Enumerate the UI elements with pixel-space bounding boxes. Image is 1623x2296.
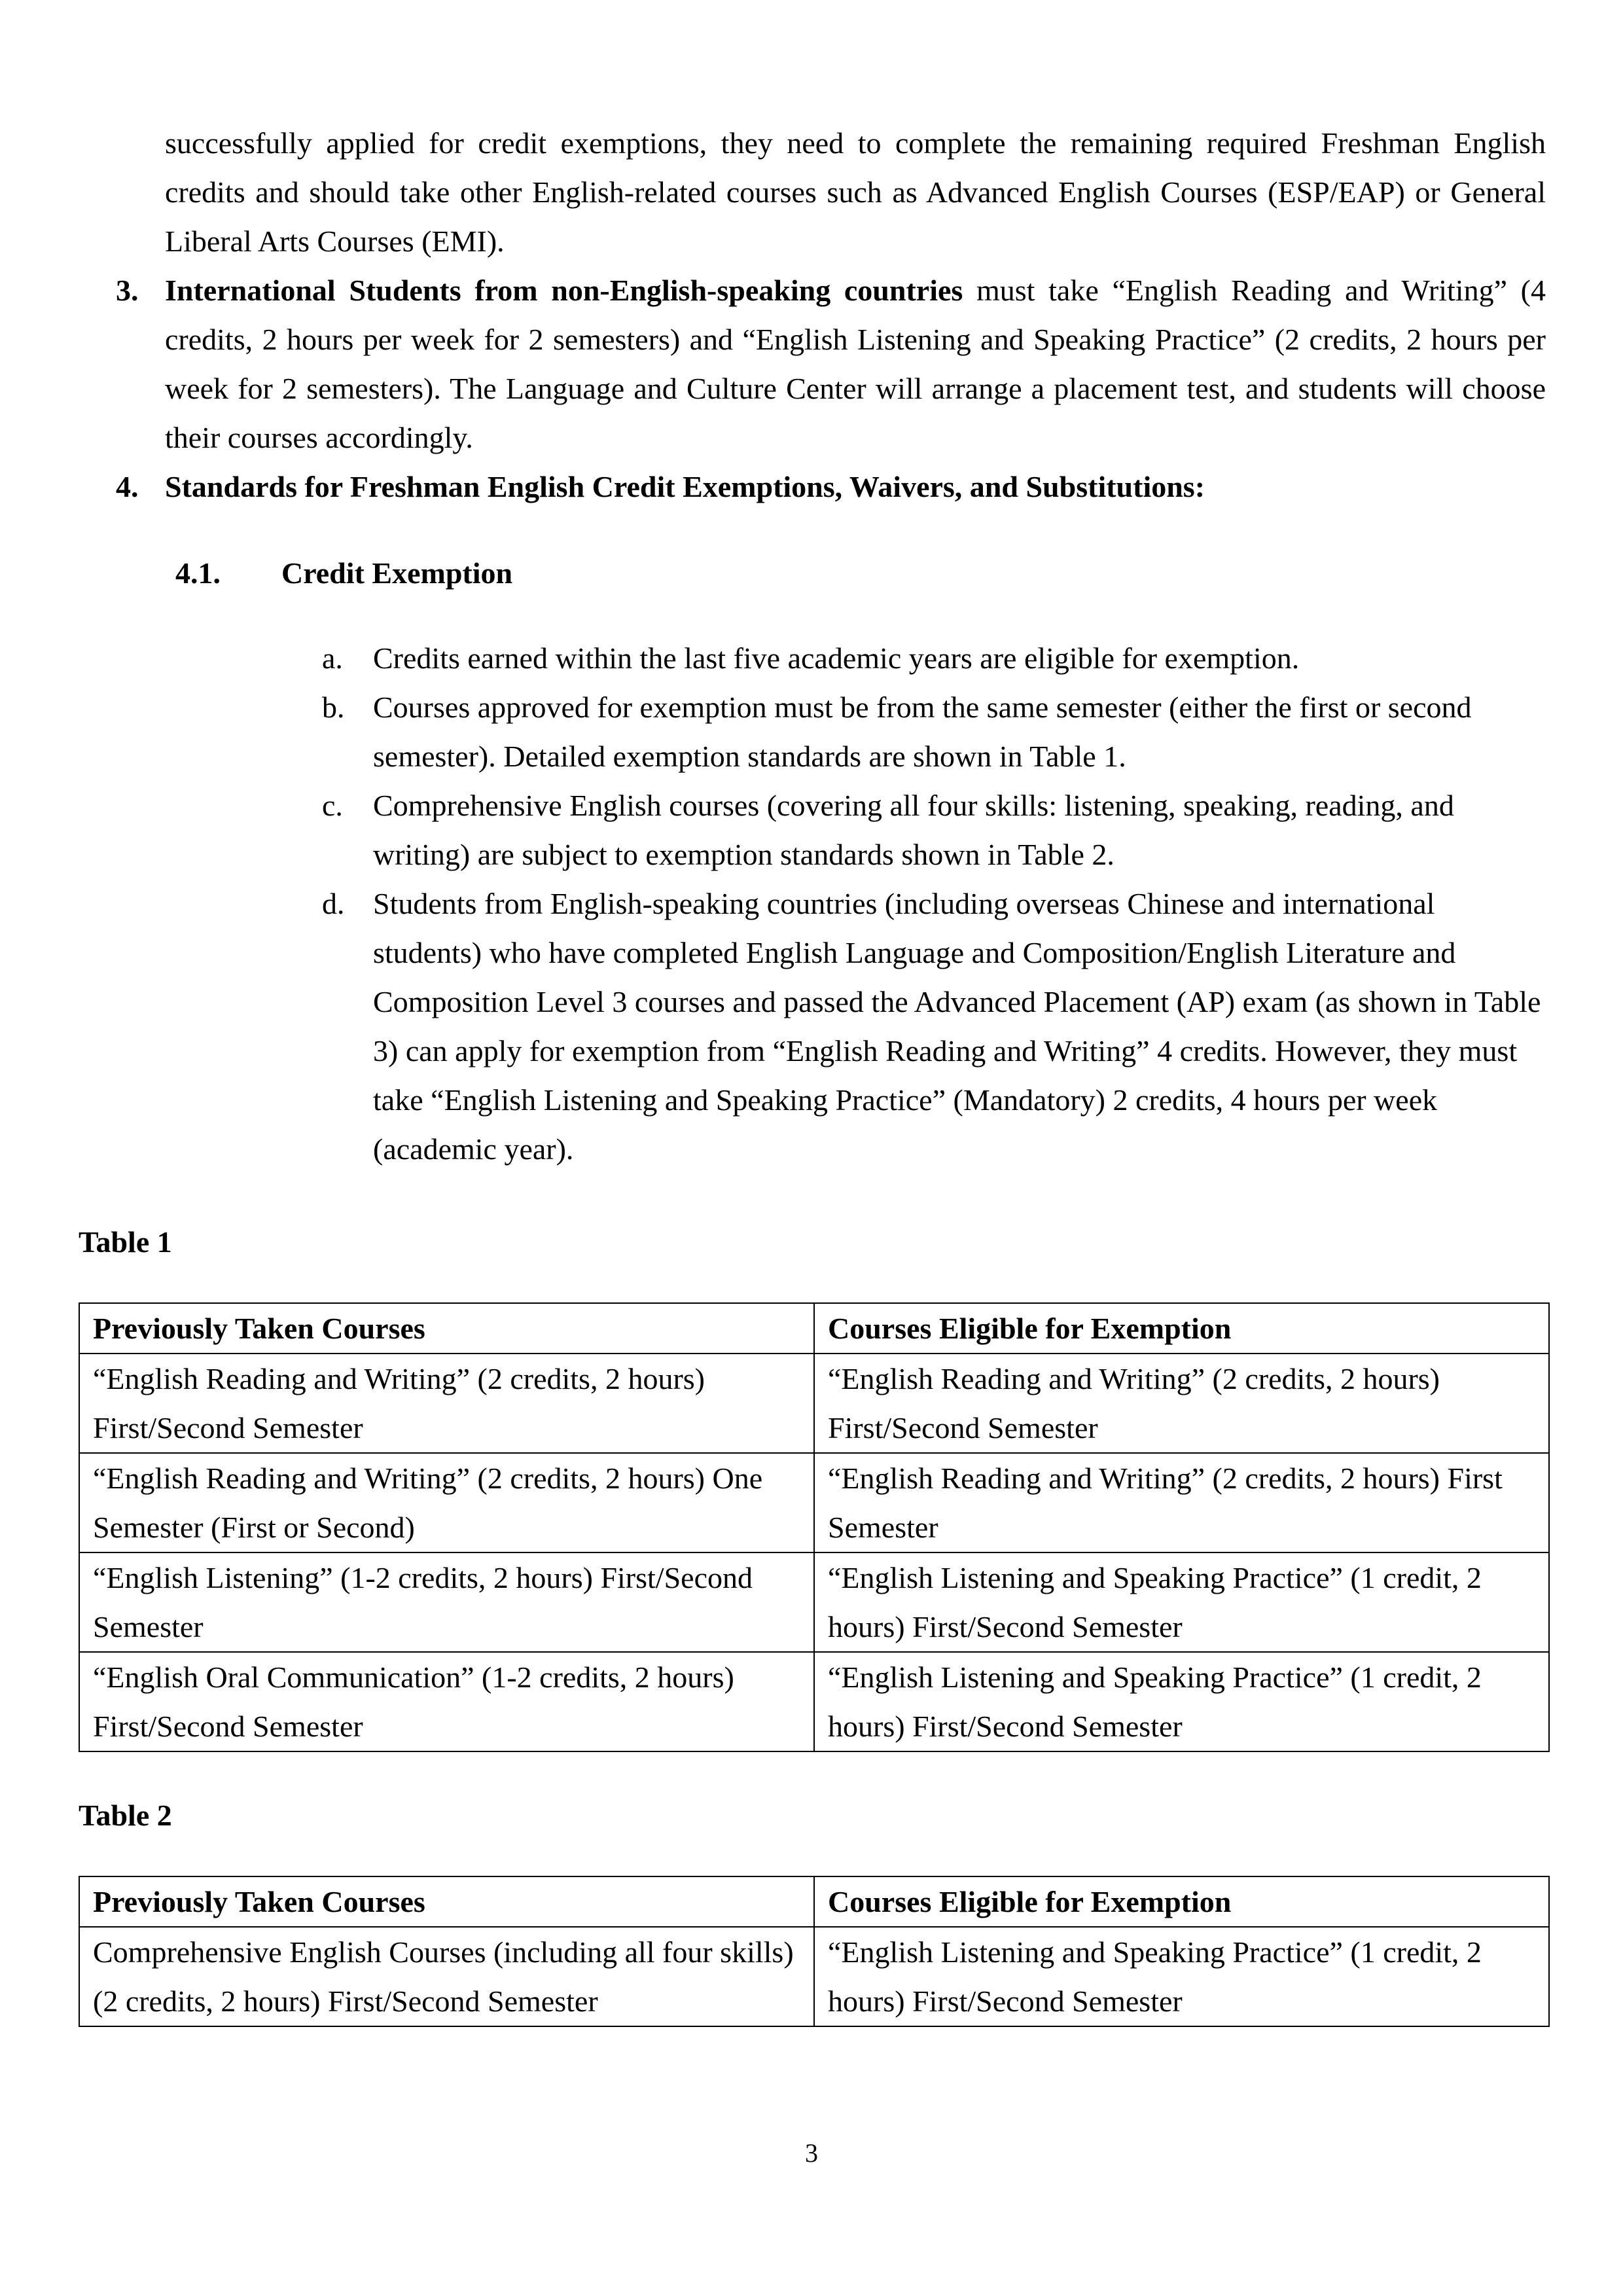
table-header-cell: Previously Taken Courses (79, 1876, 814, 1927)
list-item-bold-lead: International Students from non-English-speaking countries (165, 274, 963, 307)
table-header-row (79, 1876, 1549, 1927)
table-cell: “English Oral Communication” (1-2 credits, 2 hours) First/Second Semester (79, 1652, 814, 1751)
exemption-criteria-item (322, 683, 1551, 781)
list-item-4 (116, 462, 1546, 511)
subsection-number: 4.1. (175, 556, 221, 590)
table-cell: “English Listening” (1-2 credits, 2 hours) First/Second Semester (79, 1552, 814, 1652)
list-letter: c. (322, 789, 343, 822)
page-number: 3 (805, 2138, 818, 2168)
table-2-caption: Table 2 (79, 1799, 172, 1832)
list-letter: b. (322, 691, 345, 724)
subsection-heading (175, 548, 512, 598)
list-item-text: must take “English Reading and Writing” (4 credits, 2 hours per week for 2 semesters) and “English Listening and Speaking Practice” (2 credits, 2 hours per week for 2 semesters). The Language and Culture Center will arrange a placement test, and students will choose their courses accordingly. (165, 274, 1546, 454)
table-cell: “English Reading and Writing” (2 credits, 2 hours) First/Second Semester (79, 1354, 814, 1453)
table-row (79, 1354, 1549, 1453)
exemption-criteria-item (322, 879, 1551, 1174)
table-header-row (79, 1303, 1549, 1354)
table-cell: “English Reading and Writing” (2 credits, 2 hours) First/Second Semester (814, 1354, 1549, 1453)
list-item-text: Credits earned within the last five academic years are eligible for exemption. (373, 641, 1300, 675)
table-row (79, 1552, 1549, 1652)
table-cell: “English Listening and Speaking Practice” (1 credit, 2 hours) First/Second Semester (814, 1652, 1549, 1751)
section-heading: Standards for Freshman English Credit Exemptions, Waivers, and Substitutions: (165, 470, 1205, 503)
list-item-text: Courses approved for exemption must be from the same semester (either the first or second semester). Detailed exemption standards are shown in Table 1. (373, 691, 1472, 773)
list-item-3 (116, 266, 1546, 462)
exemption-criteria-item (322, 781, 1551, 879)
table-1 (79, 1302, 1550, 1752)
table-1-caption: Table 1 (79, 1225, 172, 1259)
list-item-number: 4. (116, 470, 139, 503)
list-letter: d. (322, 887, 345, 920)
list-item-text: Comprehensive English courses (covering all four skills: listening, speaking, reading, and writing) are subject to exemption standards shown in Table 2. (373, 789, 1454, 871)
table-row (79, 1652, 1549, 1751)
intro-paragraph: successfully applied for credit exemptions, they need to complete the remaining required Freshman English credits and should take other English-related courses such as Advanced English Courses (ESP/EAP) or General Liberal Arts Courses (EMI). (165, 126, 1546, 258)
list-letter: a. (322, 641, 343, 675)
exemption-criteria-list (322, 634, 1551, 1174)
exemption-criteria-item (322, 634, 1551, 683)
table-row (79, 1927, 1549, 2026)
list-item-number: 3. (116, 274, 139, 307)
table-header-cell: Previously Taken Courses (79, 1303, 814, 1354)
table-cell: “English Listening and Speaking Practice” (1 credit, 2 hours) First/Second Semester (814, 1927, 1549, 2026)
table-cell: “English Reading and Writing” (2 credits, 2 hours) First Semester (814, 1453, 1549, 1552)
table-cell: “English Listening and Speaking Practice” (1 credit, 2 hours) First/Second Semester (814, 1552, 1549, 1652)
table-header-cell: Courses Eligible for Exemption (814, 1876, 1549, 1927)
table-cell: Comprehensive English Courses (including all four skills) (2 credits, 2 hours) First/Second Semester (79, 1927, 814, 2026)
table-header-cell: Courses Eligible for Exemption (814, 1303, 1549, 1354)
table-2 (79, 1876, 1550, 2027)
subsection-title: Credit Exemption (281, 556, 513, 590)
list-item-text: Students from English-speaking countries (including overseas Chinese and international students) who have completed English Language and Composition/English Literature and Composition Level 3 courses and passed the Advanced Placement (AP) exam (as shown in Table 3) can apply for exemption from “English Reading and Writing” 4 credits. However, they must take “English Listening and Speaking Practice” (Mandatory) 2 credits, 4 hours per week (academic year). (373, 887, 1541, 1166)
table-cell: “English Reading and Writing” (2 credits, 2 hours) One Semester (First or Second) (79, 1453, 814, 1552)
table-row (79, 1453, 1549, 1552)
